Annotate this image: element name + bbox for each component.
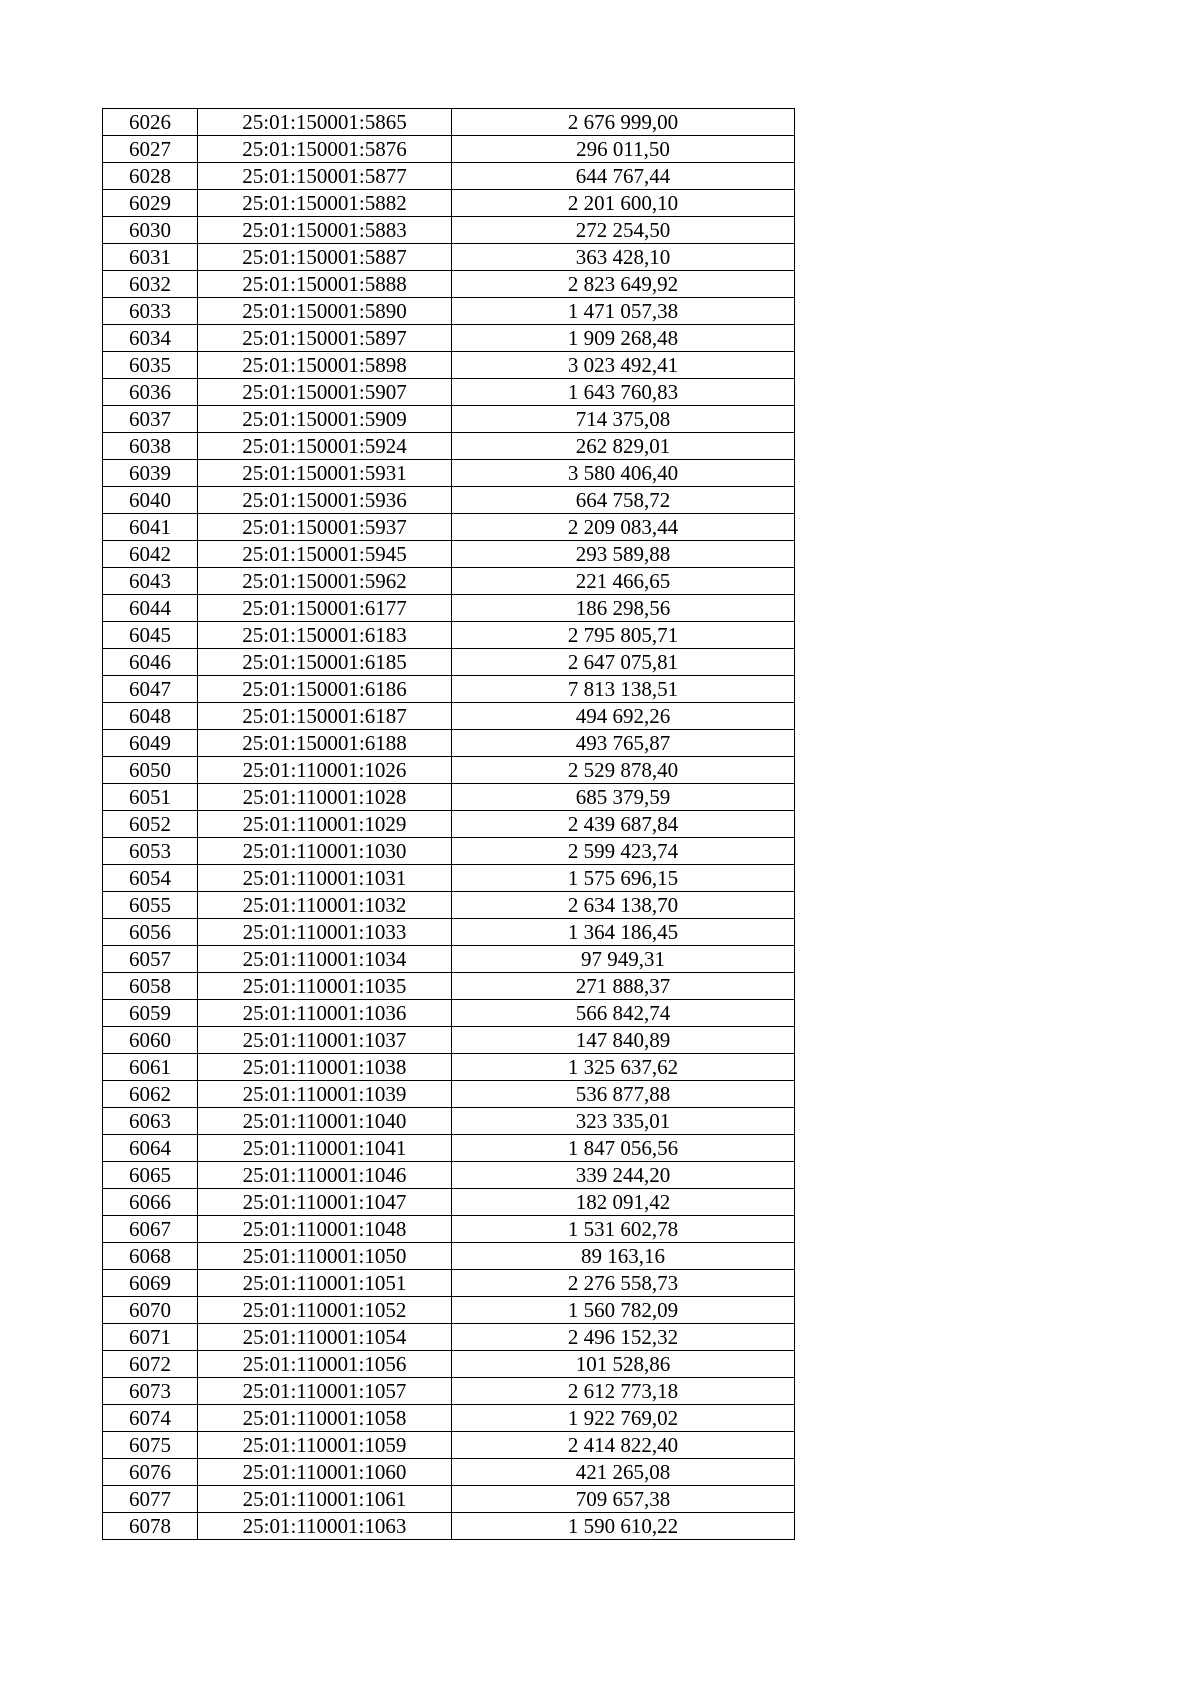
cadastral-value-cell: 2 599 423,74 [452,838,795,865]
table-row [103,919,795,946]
cadastral-value-cell: 3 580 406,40 [452,460,795,487]
row-number-cell: 6065 [103,1162,198,1189]
cadastral-value-cell: 339 244,20 [452,1162,795,1189]
cadastral-number-cell: 25:01:150001:6188 [198,730,452,757]
row-number-cell: 6033 [103,298,198,325]
row-number-cell: 6039 [103,460,198,487]
table-row [103,514,795,541]
cadastral-number-cell: 25:01:150001:6187 [198,703,452,730]
table-row [103,190,795,217]
table-row [103,1405,795,1432]
cadastral-number-cell: 25:01:150001:5936 [198,487,452,514]
cadastral-value-cell: 566 842,74 [452,1000,795,1027]
row-number-cell: 6069 [103,1270,198,1297]
table-row [103,217,795,244]
cadastral-value-cell: 101 528,86 [452,1351,795,1378]
cadastral-value-cell: 1 847 056,56 [452,1135,795,1162]
row-number-cell: 6075 [103,1432,198,1459]
row-number-cell: 6045 [103,622,198,649]
cadastral-number-cell: 25:01:150001:5931 [198,460,452,487]
cadastral-value-cell: 293 589,88 [452,541,795,568]
cadastral-value-cell: 2 647 075,81 [452,649,795,676]
table-row [103,703,795,730]
cadastral-number-cell: 25:01:110001:1046 [198,1162,452,1189]
row-number-cell: 6076 [103,1459,198,1486]
row-number-cell: 6032 [103,271,198,298]
cadastral-value-cell: 2 209 083,44 [452,514,795,541]
cadastral-value-cell: 1 590 610,22 [452,1513,795,1540]
table-row [103,1162,795,1189]
row-number-cell: 6052 [103,811,198,838]
cadastral-value-cell: 1 325 637,62 [452,1054,795,1081]
cadastral-number-cell: 25:01:110001:1039 [198,1081,452,1108]
row-number-cell: 6040 [103,487,198,514]
table-row [103,460,795,487]
cadastral-number-cell: 25:01:150001:5876 [198,136,452,163]
cadastral-number-cell: 25:01:110001:1058 [198,1405,452,1432]
cadastral-value-cell: 1 643 760,83 [452,379,795,406]
cadastral-value-cell: 2 496 152,32 [452,1324,795,1351]
cadastral-number-cell: 25:01:110001:1030 [198,838,452,865]
cadastral-number-cell: 25:01:110001:1033 [198,919,452,946]
cadastral-number-cell: 25:01:150001:5962 [198,568,452,595]
cadastral-number-cell: 25:01:150001:5883 [198,217,452,244]
row-number-cell: 6053 [103,838,198,865]
cadastral-number-cell: 25:01:110001:1057 [198,1378,452,1405]
row-number-cell: 6042 [103,541,198,568]
cadastral-value-cell: 272 254,50 [452,217,795,244]
cadastral-value-cell: 2 612 773,18 [452,1378,795,1405]
cadastral-number-cell: 25:01:150001:5924 [198,433,452,460]
row-number-cell: 6064 [103,1135,198,1162]
row-number-cell: 6047 [103,676,198,703]
row-number-cell: 6060 [103,1027,198,1054]
cadastral-value-cell: 421 265,08 [452,1459,795,1486]
cadastral-value-cell: 296 011,50 [452,136,795,163]
table-row [103,1243,795,1270]
table-row [103,1432,795,1459]
row-number-cell: 6059 [103,1000,198,1027]
cadastral-number-cell: 25:01:110001:1050 [198,1243,452,1270]
cadastral-value-cell: 714 375,08 [452,406,795,433]
table-row [103,1000,795,1027]
table-row [103,784,795,811]
cadastral-number-cell: 25:01:110001:1034 [198,946,452,973]
cadastral-number-cell: 25:01:110001:1036 [198,1000,452,1027]
row-number-cell: 6031 [103,244,198,271]
table-row [103,1081,795,1108]
row-number-cell: 6054 [103,865,198,892]
cadastral-value-cell: 1 471 057,38 [452,298,795,325]
row-number-cell: 6048 [103,703,198,730]
row-number-cell: 6036 [103,379,198,406]
row-number-cell: 6049 [103,730,198,757]
cadastral-number-cell: 25:01:110001:1052 [198,1297,452,1324]
row-number-cell: 6043 [103,568,198,595]
cadastral-value-cell: 323 335,01 [452,1108,795,1135]
table-row [103,1486,795,1513]
cadastral-value-cell: 1 560 782,09 [452,1297,795,1324]
cadastral-number-cell: 25:01:110001:1035 [198,973,452,1000]
cadastral-number-cell: 25:01:110001:1028 [198,784,452,811]
table-row [103,433,795,460]
table-row [103,244,795,271]
table-row [103,487,795,514]
cadastral-number-cell: 25:01:110001:1054 [198,1324,452,1351]
cadastral-number-cell: 25:01:150001:5898 [198,352,452,379]
table-row [103,1459,795,1486]
table-row [103,541,795,568]
cadastral-value-cell: 2 634 138,70 [452,892,795,919]
cadastral-number-cell: 25:01:150001:5907 [198,379,452,406]
cadastral-number-cell: 25:01:150001:5882 [198,190,452,217]
cadastral-number-cell: 25:01:150001:5945 [198,541,452,568]
cadastral-number-cell: 25:01:110001:1051 [198,1270,452,1297]
cadastral-value-cell: 147 840,89 [452,1027,795,1054]
cadastral-value-cell: 97 949,31 [452,946,795,973]
table-row [103,1135,795,1162]
cadastral-number-cell: 25:01:150001:6186 [198,676,452,703]
table-row [103,1297,795,1324]
table-row [103,892,795,919]
cadastral-value-cell: 1 575 696,15 [452,865,795,892]
row-number-cell: 6071 [103,1324,198,1351]
row-number-cell: 6056 [103,919,198,946]
cadastral-number-cell: 25:01:110001:1032 [198,892,452,919]
row-number-cell: 6063 [103,1108,198,1135]
cadastral-number-cell: 25:01:110001:1037 [198,1027,452,1054]
row-number-cell: 6072 [103,1351,198,1378]
row-number-cell: 6077 [103,1486,198,1513]
row-number-cell: 6057 [103,946,198,973]
cadastral-value-cell: 536 877,88 [452,1081,795,1108]
table-row [103,379,795,406]
table-row [103,406,795,433]
cadastral-number-cell: 25:01:110001:1061 [198,1486,452,1513]
table-row [103,865,795,892]
table-row [103,1054,795,1081]
cadastral-number-cell: 25:01:110001:1038 [198,1054,452,1081]
table-row [103,1027,795,1054]
table-row [103,1270,795,1297]
row-number-cell: 6028 [103,163,198,190]
row-number-cell: 6068 [103,1243,198,1270]
cadastral-value-cell: 2 823 649,92 [452,271,795,298]
cadastral-value-cell: 221 466,65 [452,568,795,595]
cadastral-value-table [102,108,795,1540]
cadastral-number-cell: 25:01:150001:5890 [198,298,452,325]
cadastral-number-cell: 25:01:110001:1063 [198,1513,452,1540]
cadastral-value-cell: 7 813 138,51 [452,676,795,703]
row-number-cell: 6055 [103,892,198,919]
cadastral-value-cell: 3 023 492,41 [452,352,795,379]
cadastral-value-cell: 644 767,44 [452,163,795,190]
cadastral-number-cell: 25:01:110001:1048 [198,1216,452,1243]
cadastral-value-cell: 89 163,16 [452,1243,795,1270]
cadastral-value-cell: 186 298,56 [452,595,795,622]
table-row [103,622,795,649]
cadastral-number-cell: 25:01:110001:1059 [198,1432,452,1459]
cadastral-number-cell: 25:01:150001:5937 [198,514,452,541]
table-row [103,1378,795,1405]
cadastral-value-cell: 2 439 687,84 [452,811,795,838]
table-row [103,1324,795,1351]
cadastral-number-cell: 25:01:110001:1040 [198,1108,452,1135]
row-number-cell: 6058 [103,973,198,1000]
cadastral-value-cell: 685 379,59 [452,784,795,811]
table-row [103,568,795,595]
table-row [103,973,795,1000]
row-number-cell: 6026 [103,109,198,136]
cadastral-number-cell: 25:01:150001:6177 [198,595,452,622]
row-number-cell: 6066 [103,1189,198,1216]
cadastral-number-cell: 25:01:110001:1047 [198,1189,452,1216]
cadastral-value-cell: 2 276 558,73 [452,1270,795,1297]
cadastral-value-cell: 262 829,01 [452,433,795,460]
cadastral-value-cell: 494 692,26 [452,703,795,730]
cadastral-value-cell: 2 414 822,40 [452,1432,795,1459]
table-row [103,352,795,379]
cadastral-value-cell: 1 922 769,02 [452,1405,795,1432]
cadastral-number-cell: 25:01:110001:1060 [198,1459,452,1486]
cadastral-number-cell: 25:01:150001:5865 [198,109,452,136]
cadastral-number-cell: 25:01:110001:1029 [198,811,452,838]
row-number-cell: 6035 [103,352,198,379]
table-row [103,838,795,865]
cadastral-value-cell: 1 909 268,48 [452,325,795,352]
cadastral-number-cell: 25:01:150001:5888 [198,271,452,298]
table-row [103,271,795,298]
table-row [103,757,795,784]
table-row [103,325,795,352]
table-row [103,1189,795,1216]
table-row [103,730,795,757]
table-body [103,109,795,1540]
table-row [103,676,795,703]
row-number-cell: 6062 [103,1081,198,1108]
cadastral-value-cell: 493 765,87 [452,730,795,757]
cadastral-value-cell: 2 201 600,10 [452,190,795,217]
row-number-cell: 6034 [103,325,198,352]
row-number-cell: 6030 [103,217,198,244]
row-number-cell: 6074 [103,1405,198,1432]
cadastral-value-cell: 182 091,42 [452,1189,795,1216]
row-number-cell: 6070 [103,1297,198,1324]
table-row [103,946,795,973]
table-row [103,136,795,163]
cadastral-number-cell: 25:01:150001:5877 [198,163,452,190]
cadastral-value-cell: 363 428,10 [452,244,795,271]
table-row [103,1513,795,1540]
row-number-cell: 6067 [103,1216,198,1243]
cadastral-number-cell: 25:01:150001:6183 [198,622,452,649]
row-number-cell: 6050 [103,757,198,784]
cadastral-number-cell: 25:01:150001:6185 [198,649,452,676]
cadastral-number-cell: 25:01:110001:1056 [198,1351,452,1378]
table-row [103,1351,795,1378]
table-row [103,649,795,676]
row-number-cell: 6037 [103,406,198,433]
table-row [103,109,795,136]
cadastral-value-cell: 709 657,38 [452,1486,795,1513]
cadastral-number-cell: 25:01:150001:5909 [198,406,452,433]
cadastral-value-cell: 2 676 999,00 [452,109,795,136]
row-number-cell: 6027 [103,136,198,163]
table-row [103,1216,795,1243]
row-number-cell: 6046 [103,649,198,676]
row-number-cell: 6041 [103,514,198,541]
row-number-cell: 6044 [103,595,198,622]
table-row [103,298,795,325]
cadastral-number-cell: 25:01:150001:5887 [198,244,452,271]
cadastral-value-cell: 2 795 805,71 [452,622,795,649]
cadastral-value-cell: 2 529 878,40 [452,757,795,784]
row-number-cell: 6038 [103,433,198,460]
table-row [103,163,795,190]
cadastral-value-cell: 1 531 602,78 [452,1216,795,1243]
cadastral-number-cell: 25:01:150001:5897 [198,325,452,352]
row-number-cell: 6061 [103,1054,198,1081]
cadastral-value-cell: 664 758,72 [452,487,795,514]
row-number-cell: 6073 [103,1378,198,1405]
cadastral-number-cell: 25:01:110001:1031 [198,865,452,892]
row-number-cell: 6051 [103,784,198,811]
row-number-cell: 6078 [103,1513,198,1540]
table-row [103,1108,795,1135]
cadastral-value-cell: 271 888,37 [452,973,795,1000]
cadastral-number-cell: 25:01:110001:1026 [198,757,452,784]
cadastral-value-cell: 1 364 186,45 [452,919,795,946]
table-row [103,595,795,622]
row-number-cell: 6029 [103,190,198,217]
cadastral-number-cell: 25:01:110001:1041 [198,1135,452,1162]
table-row [103,811,795,838]
